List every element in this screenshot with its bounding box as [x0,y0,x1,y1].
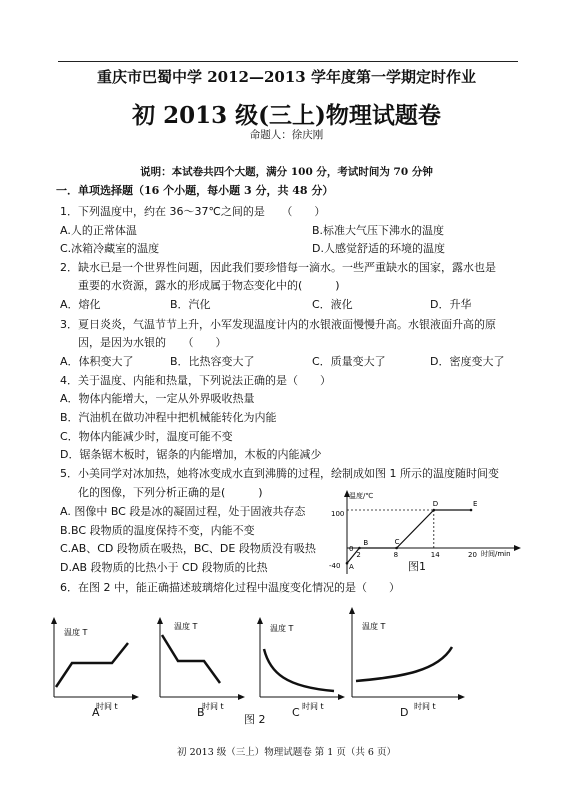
exam-header: 重庆市巴蜀中学 2012—2013 学年度第一学期定时作业 [97,68,476,86]
question-5-stem-2: 化的图像，下列分析正确的是( ) [78,486,263,499]
q5-option-d: D.AB 段物质的比热小于 CD 段物质的比热 [60,561,268,574]
panel-c-label: C [292,706,300,719]
q1-option-b: B.标准大气压下沸水的温度 [312,224,445,237]
fig1-x-tick-2: 2 [356,551,361,559]
fig1-point-label-D: D [432,500,439,508]
fig1-point-label-E: E [473,500,478,508]
question-6-stem: 6．在图 2 中，能正确描述玻璃熔化过程中温度变化情况的是（ ） [60,581,400,594]
page-footer: 初 2013 级（三上）物理试题卷 第 1 页（共 6 页） [177,747,396,758]
q4-option-d: D．锯条锯木板时，锯条的内能增加，木板的内能减少 [60,448,322,461]
fig1-point-D [433,509,436,512]
author-line: 命题人：徐庆刚 [249,129,324,141]
question-3-stem-1: 3．夏日炎炎，气温节节上升，小军发现温度计内的水银液面慢慢升高。水银液面升高的原 [60,318,496,331]
q5-option-a: A. 图像中 BC 段是冰的凝固过程，处于固液共存态 [60,505,306,518]
fig1-point-label-B: B [363,539,369,547]
panel-a-xlabel: 时间 t [96,702,118,711]
fig1-tick-100: 100 [331,510,345,518]
panel-d-xlabel: 时间 t [414,702,436,711]
q5-option-b: B.BC 段物质的温度保持不变，内能不变 [60,524,255,537]
figure-2-panel-b [150,615,246,711]
panel-d-ylabel: 温度 T [362,622,386,631]
panel-a-ylabel: 温度 T [64,628,88,637]
panel-b-xlabel: 时间 t [202,702,224,711]
q2-option-a: A．熔化 [60,298,101,311]
q2-option-b: B．汽化 [170,298,211,311]
q1-option-d: D.人感觉舒适的环境的温度 [312,242,445,255]
panel-d-label: D [400,706,409,719]
q1-option-a: A.人的正常体温 [60,224,137,237]
question-4-stem: 4．关于温度、内能和热量，下列说法正确的是（ ） [60,374,331,387]
figure-1-caption: 图1 [408,560,426,573]
q5-option-c: C.AB、CD 段物质在吸热，BC、DE 段物质没有吸热 [60,542,316,555]
q3-option-d: D．密度变大了 [430,355,505,368]
figure-2-panel-d [342,605,466,711]
fig1-x-tick-20: 20 [468,551,477,559]
fig1-xlabel: 时间/min [481,550,511,558]
panel-b-ylabel: 温度 T [174,622,198,631]
figure-2-caption: 图 2 [244,713,266,726]
q3-option-a: A．体积变大了 [60,355,134,368]
q3-option-c: C．质量变大了 [312,355,386,368]
panel-a-label: A [92,706,100,719]
fig1-temperature-line [347,510,471,563]
fig1-tick-neg40: -40 [329,562,341,570]
question-1-stem: 1．下列温度中，约在 36～37℃之间的是 （ ） [60,205,326,218]
fig1-ylabel: 温度/℃ [349,492,374,500]
instructions-note: 说明：本试卷共四个大题，满分 100 分，考试时间为 70 分钟 [140,166,433,178]
q4-option-a: A．物体内能增大，一定从外界吸收热量 [60,392,255,405]
figure-2-panel-a [44,615,140,711]
fig1-origin: 0 [349,545,354,553]
fig1-x-arrow [514,545,521,551]
fig1-x-tick-14: 14 [430,551,440,559]
fig1-point-label-C: C [394,538,400,546]
question-2-stem-2: 重要的水资源，露水的形成属于物态变化中的( ) [78,279,340,292]
header-rule [58,61,518,62]
question-2-stem-1: 2．缺水已是一个世界性问题，因此我们要珍惜每一滴水。一些严重缺水的国家，露水也是 [60,261,496,274]
fig1-point-A [346,562,349,565]
section-heading: 一．单项选择题（16 个小题，每小题 3 分，共 48 分） [56,184,334,197]
q4-option-c: C．物体内能减少时，温度可能不变 [60,430,233,443]
question-5-stem-1: 5．小美同学对冰加热，她将冰变成水直到沸腾的过程，绘制成如图 1 所示的温度随时间变 [60,467,499,480]
fig1-point-label-A: A [349,563,354,572]
fig1-point-E [470,509,473,512]
q3-option-b: B．比热容变大了 [170,355,255,368]
panel-c-ylabel: 温度 T [270,624,294,633]
fig1-x-tick-8: 8 [393,551,399,559]
q2-option-c: C．液化 [312,298,353,311]
q1-option-c: C.冰箱冷藏室的温度 [60,242,160,255]
fig1-point-C [395,547,398,550]
figure-2-panel-c [250,615,346,711]
page-title: 初 2013 级(三上)物理试题卷 [132,102,441,129]
fig1-point-B [358,547,361,550]
q4-option-b: B．汽油机在做功冲程中把机械能转化为内能 [60,411,277,424]
question-3-stem-2: 因，是因为水银的 （ ） [78,336,227,349]
q2-option-d: D．升华 [430,298,472,311]
panel-b-label: B [197,706,205,719]
panel-c-xlabel: 时间 t [302,702,324,711]
